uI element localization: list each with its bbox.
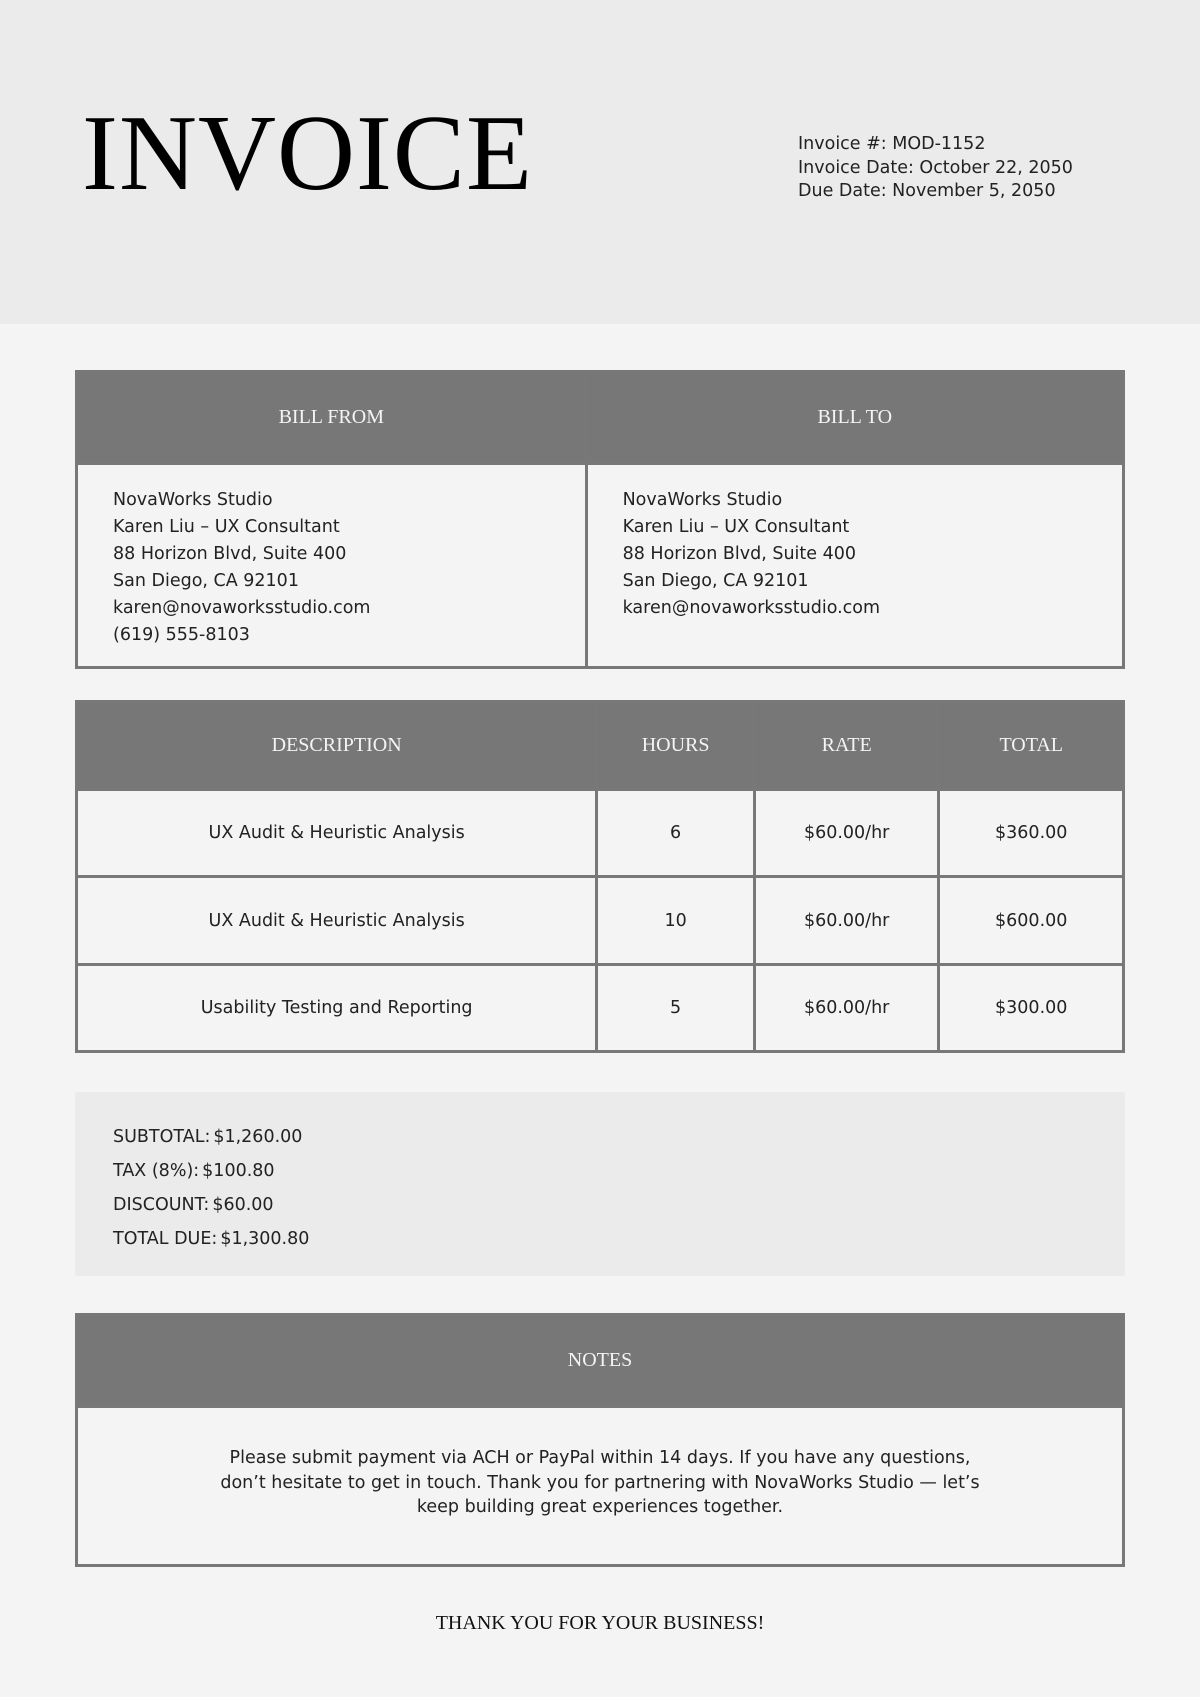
table-row	[77, 790, 1124, 877]
item-hours: 5	[597, 964, 755, 1051]
bill-from-contact: Karen Liu – UX Consultant	[113, 517, 340, 537]
bill-from-company: NovaWorks Studio	[113, 490, 273, 510]
thank-you-message: THANK YOU FOR YOUR BUSINESS!	[435, 1612, 765, 1634]
invoice-title: INVOICE	[82, 94, 533, 213]
item-description: Usability Testing and Reporting	[77, 964, 597, 1051]
discount-value: $60.00	[212, 1195, 274, 1215]
bill-to-city: San Diego, CA 92101	[622, 571, 809, 591]
invoice-date: Invoice Date: October 22, 2050	[798, 157, 1073, 178]
tax-row	[113, 1154, 1087, 1188]
item-total: $300.00	[939, 964, 1124, 1051]
bill-to-email: karen@novaworksstudio.com	[622, 598, 881, 618]
bill-to-details	[586, 464, 1123, 668]
due-date: Due Date: November 5, 2050	[798, 181, 1056, 201]
bill-to-heading: BILL TO	[586, 372, 1123, 464]
subtotal-value: $1,260.00	[213, 1127, 303, 1147]
total-due-row	[113, 1222, 1087, 1256]
bill-from-email: karen@novaworksstudio.com	[113, 598, 371, 618]
total-due-value: $1,300.80	[220, 1229, 310, 1249]
item-rate: $60.00/hr	[754, 877, 939, 964]
bill-from-city: San Diego, CA 92101	[113, 571, 299, 591]
subtotal-label: SUBTOTAL:	[113, 1127, 211, 1147]
bill-to-address: 88 Horizon Blvd, Suite 400	[622, 544, 857, 564]
tax-value: $100.80	[202, 1161, 275, 1181]
totals-summary	[75, 1092, 1125, 1276]
item-rate: $60.00/hr	[754, 964, 939, 1051]
total-due-label: TOTAL DUE:	[113, 1229, 218, 1249]
column-header-rate: RATE	[754, 702, 939, 790]
discount-label: DISCOUNT:	[113, 1195, 210, 1215]
bill-from-address: 88 Horizon Blvd, Suite 400	[113, 544, 347, 564]
notes-table	[75, 1313, 1125, 1567]
item-description: UX Audit & Heuristic Analysis	[77, 877, 597, 964]
item-hours: 10	[597, 877, 755, 964]
line-items-table	[75, 700, 1125, 1053]
subtotal-row	[113, 1120, 1087, 1154]
table-row	[77, 877, 1124, 964]
column-header-description: DESCRIPTION	[77, 702, 597, 790]
item-total: $360.00	[939, 790, 1124, 877]
item-rate: $60.00/hr	[754, 790, 939, 877]
invoice-number: Invoice #: MOD-1152	[798, 134, 986, 154]
billing-table	[75, 370, 1125, 669]
tax-label: TAX (8%):	[113, 1161, 200, 1181]
line-items-header	[77, 702, 1124, 790]
item-description: UX Audit & Heuristic Analysis	[77, 790, 597, 877]
bill-to-company: NovaWorks Studio	[622, 490, 783, 510]
bill-from-phone: (619) 555-8103	[113, 625, 250, 645]
column-header-total: TOTAL	[939, 702, 1124, 790]
table-row	[77, 964, 1124, 1051]
bill-from-heading: BILL FROM	[77, 372, 587, 464]
notes-text: Please submit payment via ACH or PayPal within 14 days. If you have any questions, don’t hesitate to get in touch. Thank you for partnering with NovaWorks Studio — let’s keep building great experiences together.	[77, 1407, 1124, 1566]
discount-row	[113, 1188, 1087, 1222]
notes-heading: NOTES	[77, 1315, 1124, 1407]
item-total: $600.00	[939, 877, 1124, 964]
column-header-hours: HOURS	[597, 702, 755, 790]
invoice-meta	[798, 133, 1073, 204]
bill-from-details	[77, 464, 587, 668]
bill-to-contact: Karen Liu – UX Consultant	[622, 517, 850, 537]
item-hours: 6	[597, 790, 755, 877]
